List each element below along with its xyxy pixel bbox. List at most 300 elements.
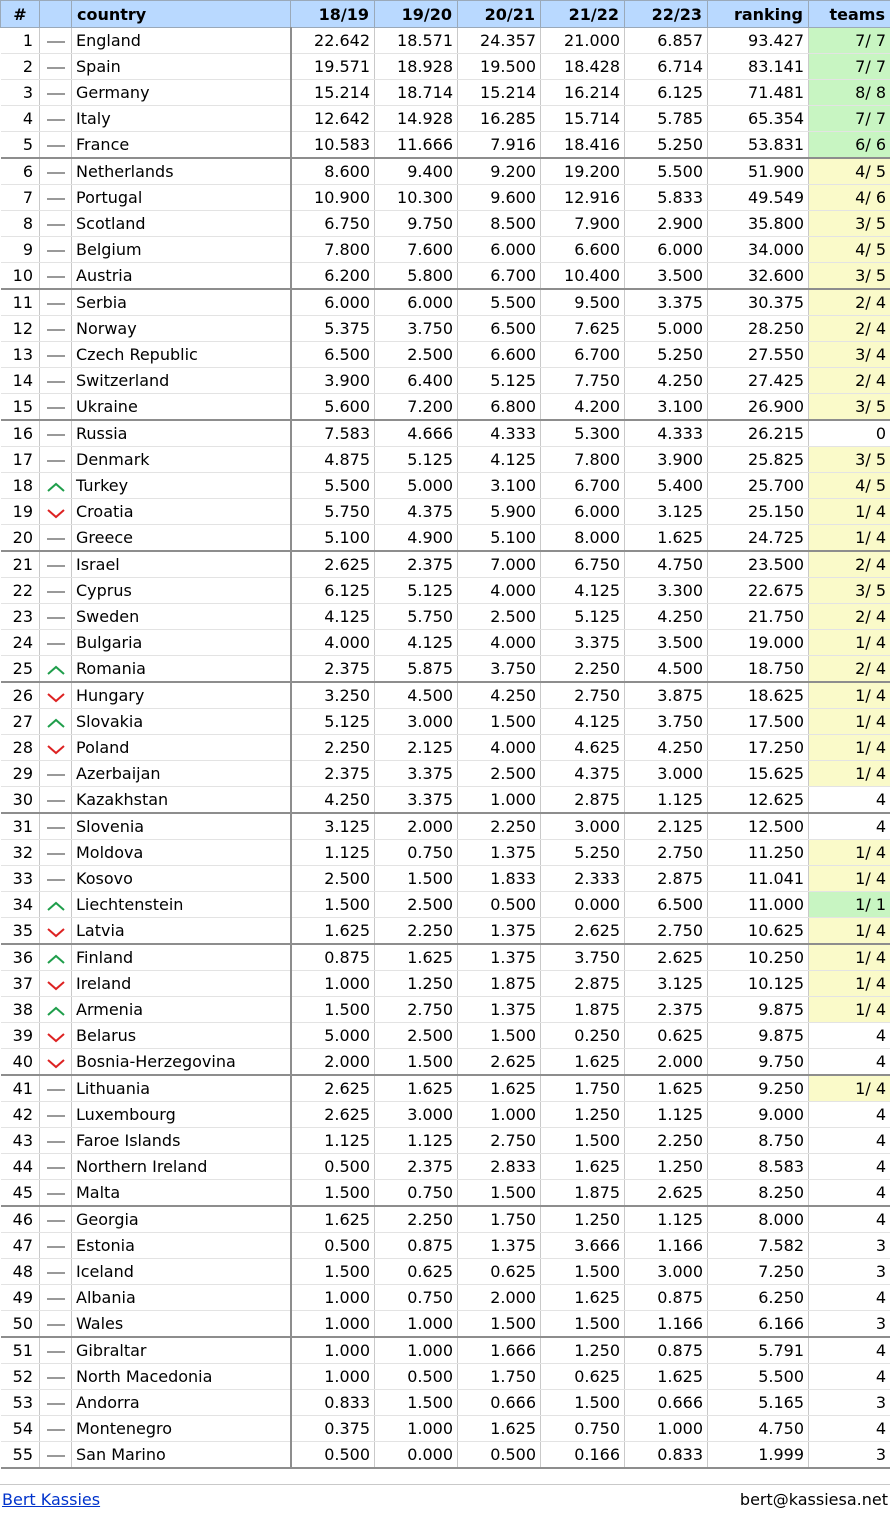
season-value: 3.125 [625, 499, 708, 525]
row-index: 24 [1, 630, 40, 656]
ranking-value: 22.675 [708, 578, 809, 604]
season-value: 1.500 [541, 1311, 625, 1338]
season-value: 8.500 [458, 211, 541, 237]
trend-cell [40, 28, 72, 54]
trend-same-icon [45, 375, 67, 389]
season-value: 2.250 [375, 1206, 458, 1233]
country-name: Germany [72, 80, 291, 106]
season-value: 4.875 [291, 447, 375, 473]
season-value: 1.500 [458, 1023, 541, 1049]
ranking-value: 8.000 [708, 1206, 809, 1233]
trend-cell [40, 1206, 72, 1233]
season-value: 22.642 [291, 28, 375, 54]
season-value: 4.000 [291, 630, 375, 656]
table-row [1, 551, 890, 578]
trend-cell [40, 1023, 72, 1049]
trend-same-icon [45, 323, 67, 337]
season-value: 6.000 [291, 289, 375, 316]
teams-value: 2/ 4 [809, 289, 890, 316]
season-value: 6.700 [458, 263, 541, 290]
season-value: 2.500 [375, 1023, 458, 1049]
table-row [1, 918, 890, 945]
teams-value: 4/ 5 [809, 473, 890, 499]
trend-cell [40, 368, 72, 394]
header-season-1819[interactable]: 18/19 [291, 1, 375, 28]
trend-cell [40, 342, 72, 368]
country-name: Gibraltar [72, 1337, 291, 1364]
season-value: 5.000 [291, 1023, 375, 1049]
country-name: Andorra [72, 1390, 291, 1416]
season-value: 5.500 [458, 289, 541, 316]
trend-same-icon [45, 637, 67, 651]
teams-value: 8/ 8 [809, 80, 890, 106]
trend-cell [40, 866, 72, 892]
teams-value: 1/ 1 [809, 892, 890, 918]
trend-same-icon [45, 1345, 67, 1359]
season-value: 1.500 [541, 1128, 625, 1154]
row-index: 3 [1, 80, 40, 106]
season-value: 5.750 [291, 499, 375, 525]
trend-cell [40, 1442, 72, 1469]
country-name: Finland [72, 944, 291, 971]
ranking-value: 6.166 [708, 1311, 809, 1338]
season-value: 6.750 [291, 211, 375, 237]
season-value: 2.875 [625, 866, 708, 892]
country-name: North Macedonia [72, 1364, 291, 1390]
trend-cell [40, 132, 72, 159]
season-value: 5.300 [541, 420, 625, 447]
country-name: Switzerland [72, 368, 291, 394]
row-index: 37 [1, 971, 40, 997]
season-value: 6.000 [541, 499, 625, 525]
season-value: 0.875 [291, 944, 375, 971]
season-value: 1.375 [458, 840, 541, 866]
season-value: 2.875 [541, 787, 625, 814]
table-row [1, 237, 890, 263]
teams-value: 1/ 4 [809, 840, 890, 866]
row-index: 14 [1, 368, 40, 394]
header-teams[interactable]: teams [809, 1, 890, 28]
teams-value: 4 [809, 1364, 890, 1390]
season-value: 2.750 [541, 682, 625, 709]
season-value: 1.625 [291, 918, 375, 945]
season-value: 6.000 [375, 289, 458, 316]
trend-same-icon [45, 1214, 67, 1228]
season-value: 19.500 [458, 54, 541, 80]
table-row [1, 1416, 890, 1442]
table-row [1, 944, 890, 971]
season-value: 5.500 [625, 158, 708, 185]
season-value: 6.600 [541, 237, 625, 263]
country-name: Ireland [72, 971, 291, 997]
season-value: 2.500 [458, 604, 541, 630]
row-index: 54 [1, 1416, 40, 1442]
season-value: 4.750 [625, 551, 708, 578]
season-value: 1.000 [375, 1337, 458, 1364]
ranking-value: 7.250 [708, 1259, 809, 1285]
season-value: 7.625 [541, 316, 625, 342]
season-value: 1.125 [291, 840, 375, 866]
trend-cell [40, 499, 72, 525]
trend-same-icon [45, 1449, 67, 1463]
season-value: 3.000 [625, 1259, 708, 1285]
ranking-value: 8.750 [708, 1128, 809, 1154]
season-value: 10.583 [291, 132, 375, 159]
teams-value: 2/ 4 [809, 656, 890, 683]
season-value: 4.900 [375, 525, 458, 552]
season-value: 3.750 [375, 316, 458, 342]
table-row [1, 656, 890, 683]
season-value: 15.214 [458, 80, 541, 106]
season-value: 6.500 [458, 316, 541, 342]
season-value: 1.166 [625, 1311, 708, 1338]
country-name: Bulgaria [72, 630, 291, 656]
season-value: 1.000 [458, 787, 541, 814]
country-name: Russia [72, 420, 291, 447]
teams-value: 1/ 4 [809, 1075, 890, 1102]
season-value: 6.500 [291, 342, 375, 368]
row-index: 50 [1, 1311, 40, 1338]
season-value: 18.416 [541, 132, 625, 159]
row-index: 26 [1, 682, 40, 709]
table-row [1, 132, 890, 159]
table-row [1, 761, 890, 787]
country-name: Latvia [72, 918, 291, 945]
page-footer [0, 1484, 890, 1513]
country-name: Wales [72, 1311, 291, 1338]
season-value: 2.625 [541, 918, 625, 945]
table-row [1, 420, 890, 447]
teams-value: 4 [809, 813, 890, 840]
ranking-value: 11.250 [708, 840, 809, 866]
trend-same-icon [45, 139, 67, 153]
country-name: Italy [72, 106, 291, 132]
season-value: 0.625 [625, 1023, 708, 1049]
row-index: 12 [1, 316, 40, 342]
season-value: 2.750 [625, 840, 708, 866]
table-row [1, 342, 890, 368]
row-index: 11 [1, 289, 40, 316]
season-value: 1.125 [375, 1128, 458, 1154]
teams-value: 4 [809, 1337, 890, 1364]
ranking-value: 5.165 [708, 1390, 809, 1416]
trend-cell [40, 237, 72, 263]
row-index: 46 [1, 1206, 40, 1233]
season-value: 7.800 [541, 447, 625, 473]
season-value: 19.200 [541, 158, 625, 185]
teams-value: 2/ 4 [809, 604, 890, 630]
trend-cell [40, 420, 72, 447]
table-row [1, 787, 890, 814]
season-value: 0.750 [375, 840, 458, 866]
season-value: 18.714 [375, 80, 458, 106]
row-index: 38 [1, 997, 40, 1023]
season-value: 2.500 [291, 866, 375, 892]
season-value: 9.200 [458, 158, 541, 185]
country-name: Norway [72, 316, 291, 342]
header-season-2122[interactable]: 21/22 [541, 1, 625, 28]
ranking-value: 10.125 [708, 971, 809, 997]
ranking-value: 21.750 [708, 604, 809, 630]
row-index: 4 [1, 106, 40, 132]
trend-cell [40, 1154, 72, 1180]
teams-value: 3/ 5 [809, 211, 890, 237]
ranking-value: 34.000 [708, 237, 809, 263]
trend-same-icon [45, 1161, 67, 1175]
trend-same-icon [45, 401, 67, 415]
season-value: 1.625 [458, 1416, 541, 1442]
row-index: 1 [1, 28, 40, 54]
season-value: 6.125 [291, 578, 375, 604]
row-index: 20 [1, 525, 40, 552]
table-row [1, 1075, 890, 1102]
season-value: 1.500 [541, 1259, 625, 1285]
row-index: 47 [1, 1233, 40, 1259]
trend-cell [40, 1049, 72, 1076]
table-row [1, 1259, 890, 1285]
ranking-value: 15.625 [708, 761, 809, 787]
season-value: 2.250 [625, 1128, 708, 1154]
row-index: 10 [1, 263, 40, 290]
trend-up-icon [45, 480, 67, 494]
row-index: 21 [1, 551, 40, 578]
season-value: 4.125 [541, 709, 625, 735]
season-value: 4.500 [375, 682, 458, 709]
trend-cell [40, 1102, 72, 1128]
season-value: 4.250 [625, 368, 708, 394]
trend-same-icon [45, 873, 67, 887]
season-value: 2.375 [625, 997, 708, 1023]
season-value: 4.000 [458, 578, 541, 604]
trend-same-icon [45, 1266, 67, 1280]
season-value: 1.625 [375, 944, 458, 971]
table-row [1, 604, 890, 630]
season-value: 7.000 [458, 551, 541, 578]
season-value: 2.000 [625, 1049, 708, 1076]
season-value: 18.571 [375, 28, 458, 54]
season-value: 4.333 [625, 420, 708, 447]
trend-same-icon [45, 559, 67, 573]
country-name: Luxembourg [72, 1102, 291, 1128]
trend-same-icon [45, 1292, 67, 1306]
ranking-value: 10.250 [708, 944, 809, 971]
season-value: 4.125 [458, 447, 541, 473]
author-link[interactable]: Bert Kassies [2, 1490, 100, 1509]
season-value: 3.750 [625, 709, 708, 735]
ranking-value: 35.800 [708, 211, 809, 237]
country-name: Cyprus [72, 578, 291, 604]
season-value: 2.333 [541, 866, 625, 892]
season-value: 6.700 [541, 342, 625, 368]
season-value: 18.928 [375, 54, 458, 80]
season-value: 2.000 [458, 1285, 541, 1311]
ranking-value: 7.582 [708, 1233, 809, 1259]
trend-cell [40, 1259, 72, 1285]
season-value: 8.600 [291, 158, 375, 185]
table-row [1, 971, 890, 997]
season-value: 1.250 [541, 1102, 625, 1128]
season-value: 5.250 [541, 840, 625, 866]
season-value: 3.900 [291, 368, 375, 394]
row-index: 2 [1, 54, 40, 80]
trend-cell [40, 1416, 72, 1442]
table-row [1, 1364, 890, 1390]
season-value: 1.833 [458, 866, 541, 892]
season-value: 0.875 [375, 1233, 458, 1259]
ranking-value: 27.550 [708, 342, 809, 368]
trend-down-icon [45, 925, 67, 939]
teams-value: 4 [809, 1154, 890, 1180]
table-row [1, 1128, 890, 1154]
country-name: Greece [72, 525, 291, 552]
season-value: 0.500 [458, 1442, 541, 1469]
trend-cell [40, 158, 72, 185]
header-country[interactable]: country [72, 1, 291, 28]
trend-cell [40, 918, 72, 945]
row-index: 30 [1, 787, 40, 814]
season-value: 9.500 [541, 289, 625, 316]
season-value: 2.000 [375, 813, 458, 840]
season-value: 1.500 [541, 1390, 625, 1416]
season-value: 3.500 [625, 630, 708, 656]
season-value: 1.875 [458, 971, 541, 997]
ranking-value: 30.375 [708, 289, 809, 316]
trend-cell [40, 630, 72, 656]
teams-value: 4 [809, 1180, 890, 1207]
trend-same-icon [45, 87, 67, 101]
trend-same-icon [45, 847, 67, 861]
teams-value: 2/ 4 [809, 551, 890, 578]
table-row [1, 54, 890, 80]
trend-cell [40, 682, 72, 709]
ranking-value: 32.600 [708, 263, 809, 290]
author-email: bert@kassiesa.net [740, 1490, 888, 1509]
teams-value: 1/ 4 [809, 866, 890, 892]
season-value: 1.625 [625, 525, 708, 552]
season-value: 2.625 [458, 1049, 541, 1076]
teams-value: 3/ 5 [809, 578, 890, 604]
teams-value: 3/ 5 [809, 394, 890, 421]
season-value: 10.900 [291, 185, 375, 211]
season-value: 0.666 [625, 1390, 708, 1416]
trend-cell [40, 211, 72, 237]
header-index[interactable]: # [1, 1, 40, 28]
trend-cell [40, 289, 72, 316]
trend-cell [40, 447, 72, 473]
season-value: 5.100 [291, 525, 375, 552]
ranking-value: 12.625 [708, 787, 809, 814]
teams-value: 1/ 4 [809, 682, 890, 709]
ranking-value: 12.500 [708, 813, 809, 840]
ranking-value: 49.549 [708, 185, 809, 211]
season-value: 1.666 [458, 1337, 541, 1364]
country-name: Denmark [72, 447, 291, 473]
season-value: 1.375 [458, 944, 541, 971]
season-value: 1.500 [291, 1180, 375, 1207]
season-value: 6.500 [625, 892, 708, 918]
season-value: 7.900 [541, 211, 625, 237]
teams-value: 0 [809, 420, 890, 447]
season-value: 1.625 [625, 1075, 708, 1102]
header-season-2223[interactable]: 22/23 [625, 1, 708, 28]
header-ranking[interactable]: ranking [708, 1, 809, 28]
season-value: 3.000 [375, 709, 458, 735]
country-name: Azerbaijan [72, 761, 291, 787]
season-value: 1.500 [291, 892, 375, 918]
table-row [1, 1442, 890, 1469]
season-value: 3.375 [375, 787, 458, 814]
season-value: 5.125 [541, 604, 625, 630]
season-value: 4.500 [625, 656, 708, 683]
trend-cell [40, 1233, 72, 1259]
teams-value: 4 [809, 1206, 890, 1233]
trend-cell [40, 761, 72, 787]
teams-value: 1/ 4 [809, 709, 890, 735]
ranking-value: 9.750 [708, 1049, 809, 1076]
teams-value: 1/ 4 [809, 525, 890, 552]
season-value: 4.000 [458, 735, 541, 761]
season-value: 11.666 [375, 132, 458, 159]
season-value: 1.500 [375, 866, 458, 892]
header-season-2021[interactable]: 20/21 [458, 1, 541, 28]
season-value: 5.800 [375, 263, 458, 290]
row-index: 33 [1, 866, 40, 892]
season-value: 2.500 [375, 342, 458, 368]
trend-same-icon [45, 61, 67, 75]
season-value: 4.375 [375, 499, 458, 525]
season-value: 3.125 [291, 813, 375, 840]
trend-same-icon [45, 454, 67, 468]
ranking-value: 53.831 [708, 132, 809, 159]
season-value: 1.125 [625, 1206, 708, 1233]
trend-cell [40, 656, 72, 683]
trend-cell [40, 1285, 72, 1311]
season-value: 10.300 [375, 185, 458, 211]
season-value: 0.833 [291, 1390, 375, 1416]
teams-value: 1/ 4 [809, 630, 890, 656]
season-value: 0.166 [541, 1442, 625, 1469]
season-value: 24.357 [458, 28, 541, 54]
season-value: 1.250 [625, 1154, 708, 1180]
table-row [1, 1337, 890, 1364]
season-value: 1.750 [458, 1364, 541, 1390]
header-season-1920[interactable]: 19/20 [375, 1, 458, 28]
row-index: 27 [1, 709, 40, 735]
season-value: 3.875 [625, 682, 708, 709]
season-value: 1.000 [291, 1364, 375, 1390]
season-value: 6.125 [625, 80, 708, 106]
country-name: Israel [72, 551, 291, 578]
season-value: 1.000 [375, 1416, 458, 1442]
table-row [1, 866, 890, 892]
season-value: 1.625 [541, 1049, 625, 1076]
season-value: 5.000 [625, 316, 708, 342]
trend-cell [40, 185, 72, 211]
season-value: 5.125 [375, 447, 458, 473]
teams-value: 4 [809, 1023, 890, 1049]
table-row [1, 997, 890, 1023]
season-value: 1.500 [458, 1180, 541, 1207]
row-index: 32 [1, 840, 40, 866]
season-value: 1.500 [375, 1390, 458, 1416]
header-trend [40, 1, 72, 28]
season-value: 7.583 [291, 420, 375, 447]
table-row [1, 447, 890, 473]
trend-same-icon [45, 794, 67, 808]
table-row [1, 892, 890, 918]
season-value: 4.125 [375, 630, 458, 656]
season-value: 2.625 [625, 944, 708, 971]
